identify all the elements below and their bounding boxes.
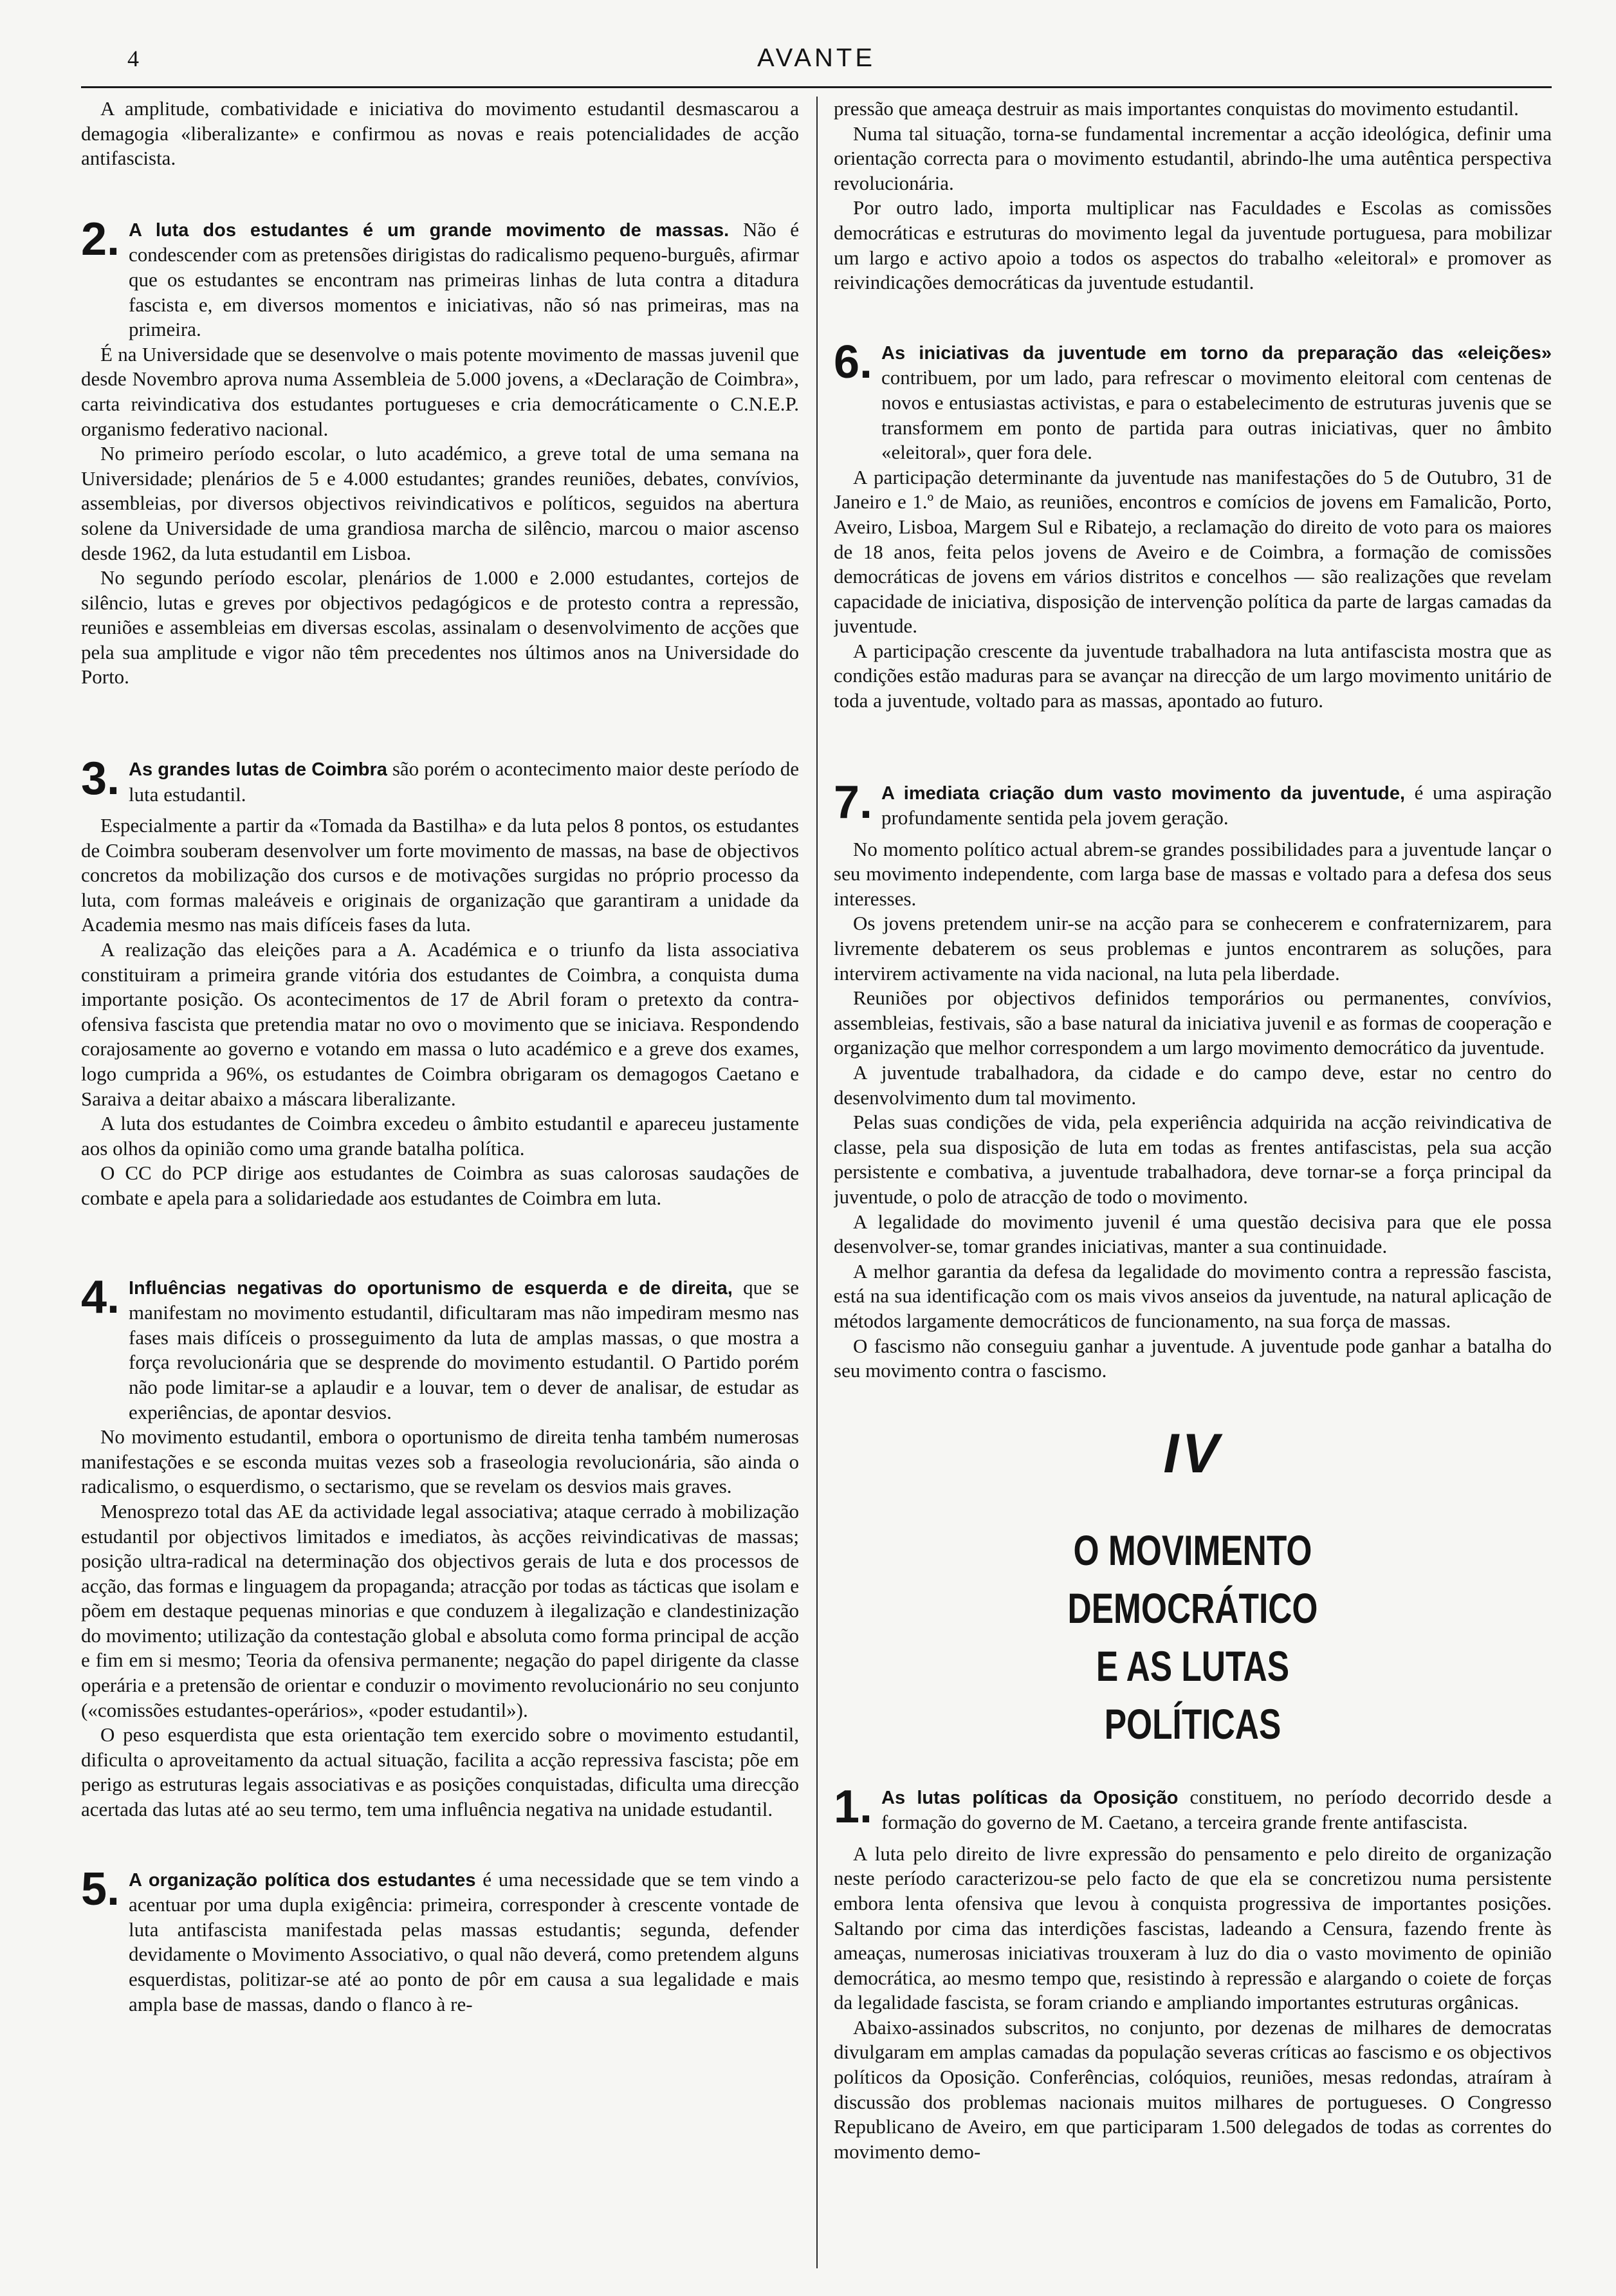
chapter-roman-numeral: IV (1163, 1422, 1222, 1485)
paragraph: Menosprezo total das AE da actividade legal associativa; ataque cerrado à mobilização estudantil por objectivos limitados e imediatos, às acções reivindicativas de massas; posição ultra-radical na determinação dos objectivos gerais de luta e dos processos de acção, das formas e linguagem da propaganda; atracção por todas as tácticas que isolam e põem em destaque pequenas minorias e que conduzem à ilegalização e clandestinização do movimento; utilização da contestação global e absoluta como forma principal de acção e fim em si mesmo; Teoria da ofensiva permanente; negação do papel dirigente da classe operária e a pretensão de orientar e conduzir o movimento revolucionário no seu conjunto («comissões estudantes-operários», «poder estudantil»). (81, 1499, 799, 1721)
section-2-start (81, 213, 799, 342)
paragraph: No momento político actual abrem-se grandes possibilidades para a juventude lançar o seu movimento independente, com larga base de massas e voltado para a defesa dos seus interesses. (834, 837, 1552, 910)
section-6-start (834, 336, 1552, 465)
section-6-first-text: contribuem, por um lado, para refrescar o movimento eleitoral com centenas de novos e entusiastas activistas, e para o estabelecimento de estruturas juvenis que se transformem em ponto de partida para outras iniciativas, quer no âmbito «eleitoral», quer fora dele. (881, 366, 1552, 464)
paragraph: A participação determinante da juventude nas manifestações do 5 de Outubro, 31 de Janeiro e 1.º de Maio, as reuniões, encontros e comícios de jovens em Famalicão, Porto, Aveiro, Lisboa, Margem Sul e Ribatejo, a reclamação do direito de voto para os maiores de 18 anos, feita pelos jovens de Aveiro e de Coimbra, a formação de comissões democráticas de jovens em vários distritos e concelhos — são realizações que revelam capacidade de iniciativa, disposição de intervenção política da parte de largas camadas da juventude. (834, 465, 1552, 638)
section-5-continuation: pressão que ameaça destruir as mais importantes conquistas do movimento estudantil. (834, 97, 1519, 120)
paragraph: No primeiro período escolar, o luto académico, a greve total de uma semana na Universidade; plenários de 5 e 4.000 estudantes; grandes reuniões, debates, convívios, assembleias, por diversos objectivos reivindicativos e políticos, seguidos na abertura solene da Universidade de uma grandiosa marcha de silêncio, marcou o maior ascenso desde 1962, da luta estudantil em Lisboa. (81, 442, 799, 564)
section-3-first-text: são porém o acontecimento maior deste período de luta estudantil. (129, 757, 799, 806)
section-2-first-text: Não é condescender com as pretensões dirigistas do radicalismo pequeno-burguês, afirmar que os estudantes se encontram nas primeiras linhas de luta contra a ditadura fascista e, em diversos momentos e iniciativas, não só nas primeiras, mas na primeira. (129, 218, 799, 341)
section-2 (81, 213, 799, 690)
paragraph: A luta dos estudantes de Coimbra excedeu o âmbito estudantil e apareceu justamente aos olhos da opinião como uma grande batalha política. (81, 1112, 799, 1160)
paragraph: Abaixo-assinados subscritos, no conjunto, por dezenas de milhares de democratas divulgaram em amplas camadas da população severas críticas ao fascismo e os objectivos políticos da Oposição. Conferências, colóquios, reuniões, mesas redondas, atraíram à discussão dos problemas nacionais muitos milhares de portugueses. O Congresso Republicano de Aveiro, em que participaram 1.500 delegados de todas as correntes do movimento demo- (834, 2015, 1552, 2163)
section-5-lead: A organização política dos estudantes (129, 1869, 476, 1891)
paragraph: O CC do PCP dirige aos estudantes de Coimbra as suas calorosas saudações de combate e apela para a solidariedade aos estudantes de Coimbra em luta. (81, 1162, 799, 1209)
section-6 (834, 336, 1552, 714)
paragraph: O fascismo não conseguiu ganhar a juventude. A juventude pode ganhar a batalha do seu movimento contra o fascismo. (834, 1334, 1552, 1382)
paragraph: Numa tal situação, torna-se fundamental incrementar a acção ideológica, definir uma orientação correcta para o movimento estudantil, abrindo-lhe uma autêntica perspectiva revolucionária. (834, 122, 1552, 194)
paragraph: O peso esquerdista que esta orientação tem exercido sobre o movimento estudantil, dificulta o aproveitamento da actual situação, facilita a acção repressiva fascista; põe em perigo as estruturas legais associativas e as posições conquistadas, dificulta uma direcção acertada das lutas até ao seu termo, tem uma influência negativa na unidade estudantil. (81, 1723, 799, 1821)
section-6-number: 6. (834, 336, 873, 388)
section-7-number: 7. (834, 776, 873, 828)
paragraph: Pelas suas condições de vida, pela experiência adquirida na acção reivindicativa de classe, pela sua disposição de luta em todas as frentes antifascistas, pela sua acção persistente e combativa, a juventude trabalhadora, deve tornar-se a força principal da juventude, o polo de atracção de todo o movimento. (834, 1111, 1552, 1208)
section-2-number: 2. (81, 213, 120, 265)
paragraph: Reuniões por objectivos definidos temporários ou permanentes, convívios, assembleias, festivais, são a base natural da iniciativa juvenil e as formas de cooperação e organização que melhor correspondem a um largo movimento democrático da juventude. (834, 986, 1552, 1059)
section-2-lead: A luta dos estudantes é um grande movimento de massas. (129, 219, 730, 241)
chapter-title-line-1: O MOVIMENTO DEMOCRÁTICO (1067, 1526, 1318, 1632)
section-7 (834, 776, 1552, 1384)
section-5-first-text: é uma necessidade que se tem vindo a acentuar por uma dupla exigência: primeira, corresponder à crescente vontade de luta antifascista manifestada pelas massas estudantis; segunda, defender devidamente o Movimento Associativo, o qual não deverá, como pretendem alguns esquerdistas, politizar-se até ao ponto de pôr em causa a sua legalidade e mais ampla base de massas, dando o flanco à re- (129, 1867, 799, 2015)
masthead: AVANTE (757, 44, 876, 72)
chapter-heading (834, 1418, 1552, 1753)
column-divider (816, 97, 818, 2268)
section-3-start (81, 753, 799, 813)
section-4 (81, 1271, 799, 1822)
paragraph: A juventude trabalhadora, da cidade e do campo deve, estar no centro do desenvolvimento dum tal movimento. (834, 1061, 1552, 1109)
paragraph: A luta pelo direito de livre expressão do pensamento e pelo direito de organização neste período caracterizou-se pelo facto de que ela se concretizou numa persistente embora lenta ofensiva que levou à conquista progressiva de importantes posições. Saltando por cima das interdições fascistas, ladeando a Censura, fazendo frente às ameaças, numerosas iniciativas trouxeram à luz do dia o vasto movimento de opinião democrática, ao mesmo tempo que, resistindo à repressão e alargando o coiete de forças da legalidade fascista, se foram criando e ampliando importantes estruturas orgânicas. (834, 1842, 1552, 2014)
paragraph: A legalidade do movimento juvenil é uma questão decisiva para que ele possa desenvolver-se, tomar grandes iniciativas, manter a sua continuidade. (834, 1210, 1552, 1258)
section-7-lead: A imediata criação dum vasto movimento da juventude, (881, 782, 1406, 804)
section-3-number: 3. (81, 753, 120, 805)
paragraph: A realização das eleições para a A. Académica e o triunfo da lista associativa constituiram a primeira grande vitória dos estudantes de Coimbra, a conquista duma importante posição. Os acontecimentos de 17 de Abril foram o pretexto da contra-ofensiva fascista que pretendia matar no ovo o movimento que se iniciava. Respondendo corajosamente ao governo e votando em massa o luto académico e a greve dos exames, logo cumprida a 96%, os estudantes de Coimbra obrigaram os demagogos Caetano e Saraiva a deitar abaixo a máscara liberalizante. (81, 938, 799, 1110)
section-5-start (81, 1863, 799, 2017)
paragraph: No segundo período escolar, plenários de 1.000 e 2.000 estudantes, cortejos de silêncio, lutas e greves por objectivos pedagógicos e de protesto contra a repressão, reuniões e assembleias em diversas escolas, assinalam o desenvolvimento de acções que pela sua amplitude e vigor não têm precedentes nos últimos anos na Universidade do Porto. (81, 566, 799, 689)
intro-paragraph: A amplitude, combatividade e iniciativa do movimento estudantil desmascarou a demagogia «liberalizante» e confirmou as novas e reais potencialidades de acção antifascista. (81, 97, 799, 170)
section-4-start (81, 1271, 799, 1425)
section-4-lead: Influências negativas do oportunismo de esquerda e de direita, (129, 1277, 733, 1299)
section-4-first-text: que se manifestam no movimento estudantil, dificultaram mas não impediram mesmo nas fases mais difíceis o prosseguimento da luta de amplas massas, o que mostra a força revolucionária que se desprende do movimento estudantil. O Partido porém não pode limitar-se a aplaudir e a louvar, tem o dever de analisar, de estudar as experiências, de apontar desvios. (129, 1275, 799, 1423)
section-7-start (834, 776, 1552, 837)
chapter-title-line-2: E AS LUTAS POLÍTICAS (1096, 1642, 1290, 1748)
chapter-title (1025, 1521, 1361, 1753)
section-6-lead: As iniciativas da juventude em torno da preparação das «eleições» (881, 342, 1552, 364)
page-header (81, 40, 1552, 88)
page-number: 4 (127, 46, 139, 71)
section-3-lead: As grandes lutas de Coimbra (129, 759, 387, 781)
left-column (81, 97, 799, 2272)
paragraph: Por outro lado, importa multiplicar nas Faculdades e Escolas as comissões democráticas e estruturas do movimento legal da juventude portuguesa, para mobilizar um largo e activo apoio a todos os aspectos do trabalho «eleitoral» e promover as reivindicações democráticas da juventude estudantil. (834, 196, 1552, 294)
section-5 (81, 1863, 799, 2017)
paragraph: No movimento estudantil, embora o oportunismo de direita tenha também numerosas manifestações e se esconda muitas vezes sob a fraseologia revolucionária, são ainda o radicalismo, o esquerdismo, o sectarismo, que se revelam os desvios mais graves. (81, 1425, 799, 1498)
chapter-section-1-number: 1. (834, 1781, 873, 1833)
paragraph: É na Universidade que se desenvolve o mais potente movimento de massas juvenil que desde Novembro aprova numa Assembleia de 5.000 jovens, a «Declaração de Coimbra», carta reivindicativa dos estudantes portugueses e cria democráticamente o C.N.E.P. organismo federativo nacional. (81, 342, 799, 440)
paragraph: Especialmente a partir da «Tomada da Bastilha» e da luta pelos 8 pontos, os estudantes de Coimbra souberam desenvolver um forte movimento de massas, na base de objectivos concretos da mobilização dos cursos e de motivações surgidas no próprio processo da luta, com formas maleáveis e originais de organização que garantiram a unidade da Academia mesmo nas mais difíceis fases da luta. (81, 814, 799, 936)
chapter-section-1-first-text: constituem, no período decorrido desde a formação do governo de M. Caetano, a terceira grande frente antifascista. (881, 1785, 1552, 1834)
chapter-section-1-start (834, 1781, 1552, 1842)
section-5-number: 5. (81, 1863, 120, 1915)
section-7-first-text: é uma aspiração profundamente sentida pela jovem geração. (881, 781, 1552, 829)
paragraph: A melhor garantia da defesa da legalidade do movimento contra a repressão fascista, está na sua identificação com os mais vivos anseios da juventude, na natural aplicação de métodos largamente democráticos de funcionamento, na sua força de massas. (834, 1259, 1552, 1332)
chapter-section-1-lead: As lutas políticas da Oposição (881, 1787, 1179, 1808)
section-4-number: 4. (81, 1271, 120, 1323)
paragraph: Os jovens pretendem unir-se na acção para se conhecerem e confraternizarem, para livremente debaterem os seus problemas e juntos encontrarem as soluções, para intervirem activamente na vida nacional, na luta pela liberdade. (834, 912, 1552, 985)
paragraph: A participação crescente da juventude trabalhadora na luta antifascista mostra que as condições estão maduras para se avançar na direcção de um largo movimento unitário de toda a juventude, voltado para as massas, apontado ao futuro. (834, 639, 1552, 712)
chapter-section-1 (834, 1781, 1552, 2165)
section-3 (81, 753, 799, 1211)
right-column (834, 97, 1552, 2272)
